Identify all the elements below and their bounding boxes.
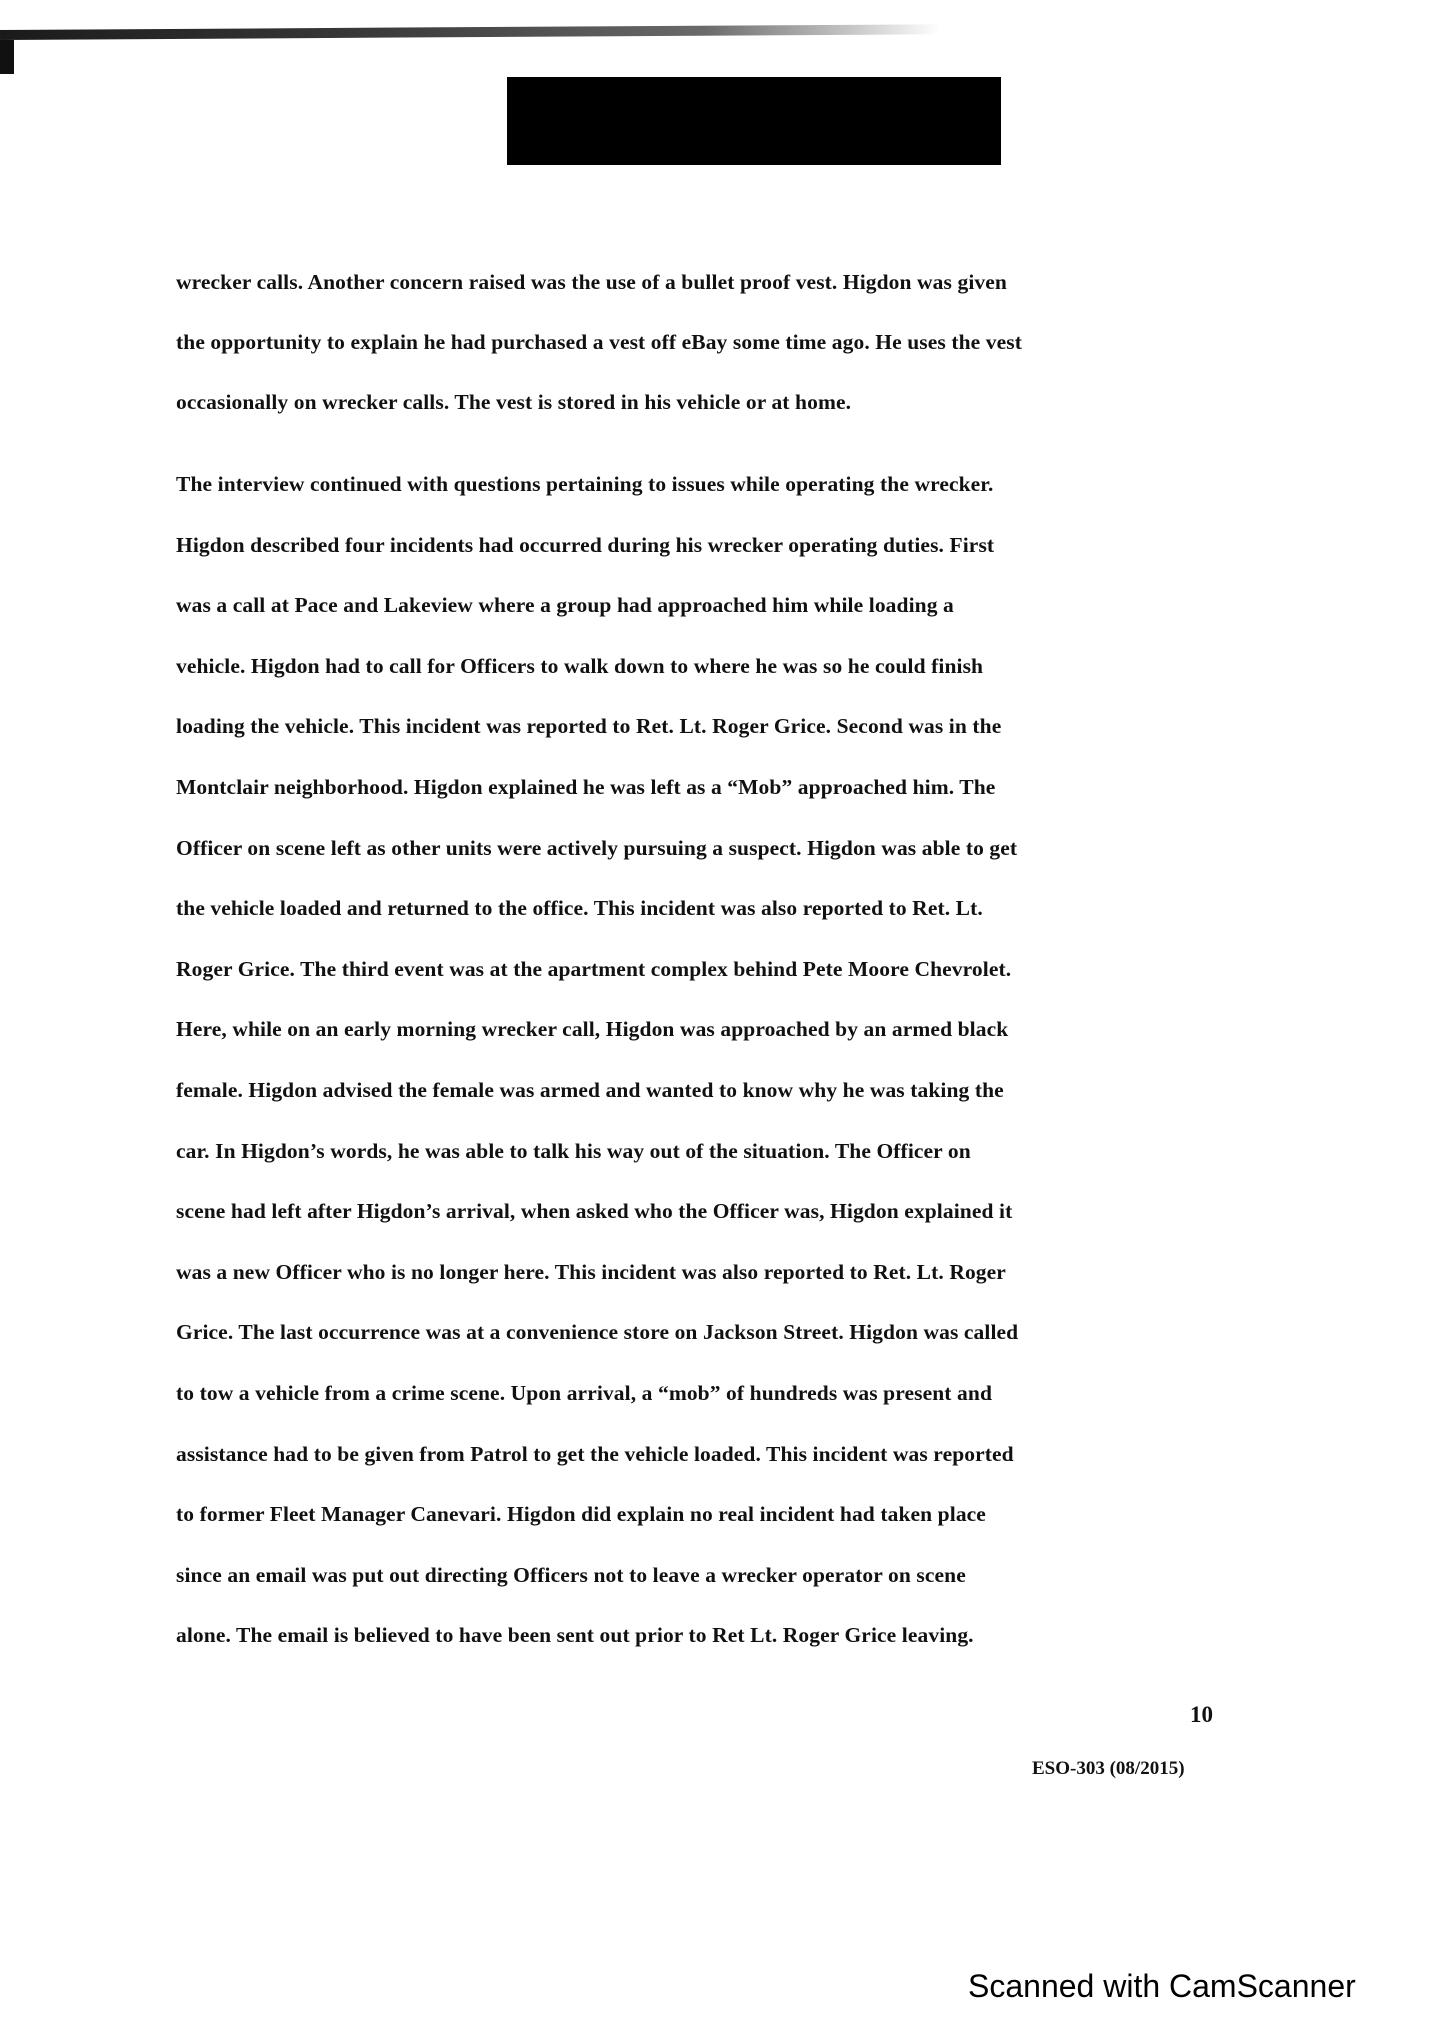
- document-body: [176, 252, 1256, 1666]
- scan-edge-shadow: [0, 24, 940, 40]
- form-code: ESO-303 (08/2015): [1032, 1758, 1185, 1779]
- paragraph-incidents: [176, 454, 1256, 1666]
- text-line: Higdon described four incidents had occurred during his wrecker operating duties. First: [176, 532, 995, 557]
- scan-edge-notch: [0, 40, 14, 74]
- text-line: car. In Higdon’s words, he was able to talk his way out of the situation. The Officer on: [176, 1138, 971, 1163]
- text-line: vehicle. Higdon had to call for Officers to walk down to where he was so he could finish: [176, 653, 984, 678]
- text-line: Officer on scene left as other units were actively pursuing a suspect. Higdon was able to get: [176, 835, 1018, 860]
- redaction-box: [507, 77, 1001, 165]
- text-line: the opportunity to explain he had purchased a vest off eBay some time ago. He uses the vest: [176, 330, 1022, 354]
- camscanner-watermark: Scanned with CamScanner: [968, 1968, 1356, 2004]
- text-line: was a new Officer who is no longer here. This incident was also reported to Ret. Lt. Roger: [176, 1259, 1006, 1284]
- text-line: to tow a vehicle from a crime scene. Upon arrival, a “mob” of hundreds was present and: [176, 1380, 993, 1405]
- text-line: alone. The email is believed to have been sent out prior to Ret Lt. Roger Grice leaving.: [176, 1623, 974, 1648]
- text-line: The interview continued with questions pertaining to issues while operating the wrecker.: [176, 472, 994, 496]
- paragraph-vest: [176, 252, 1256, 432]
- text-line: was a call at Pace and Lakeview where a group had approached him while loading a: [176, 593, 954, 618]
- text-line: to former Fleet Manager Canevari. Higdon did explain no real incident had taken place: [176, 1502, 986, 1527]
- text-line: the vehicle loaded and returned to the office. This incident was also reported to Ret. Lt.: [176, 896, 983, 921]
- text-line: occasionally on wrecker calls. The vest is stored in his vehicle or at home.: [176, 390, 852, 414]
- text-line: loading the vehicle. This incident was reported to Ret. Lt. Roger Grice. Second was in the: [176, 714, 1002, 739]
- text-line: Montclair neighborhood. Higdon explained he was left as a “Mob” approached him. The: [176, 774, 996, 799]
- page-number: 10: [1190, 1702, 1213, 1727]
- text-line: Grice. The last occurrence was at a convenience store on Jackson Street. Higdon was called: [176, 1320, 1019, 1345]
- text-line: assistance had to be given from Patrol to get the vehicle loaded. This incident was reported: [176, 1441, 1014, 1466]
- text-line: Here, while on an early morning wrecker call, Higdon was approached by an armed black: [176, 1017, 1009, 1042]
- text-line: Roger Grice. The third event was at the apartment complex behind Pete Moore Chevrolet.: [176, 956, 1012, 981]
- text-line: female. Higdon advised the female was armed and wanted to know why he was taking the: [176, 1077, 1004, 1102]
- text-line: wrecker calls. Another concern raised was the use of a bullet proof vest. Higdon was given: [176, 270, 1007, 294]
- text-line: since an email was put out directing Officers not to leave a wrecker operator on scene: [176, 1562, 966, 1587]
- text-line: scene had left after Higdon’s arrival, when asked who the Officer was, Higdon explained it: [176, 1199, 1013, 1224]
